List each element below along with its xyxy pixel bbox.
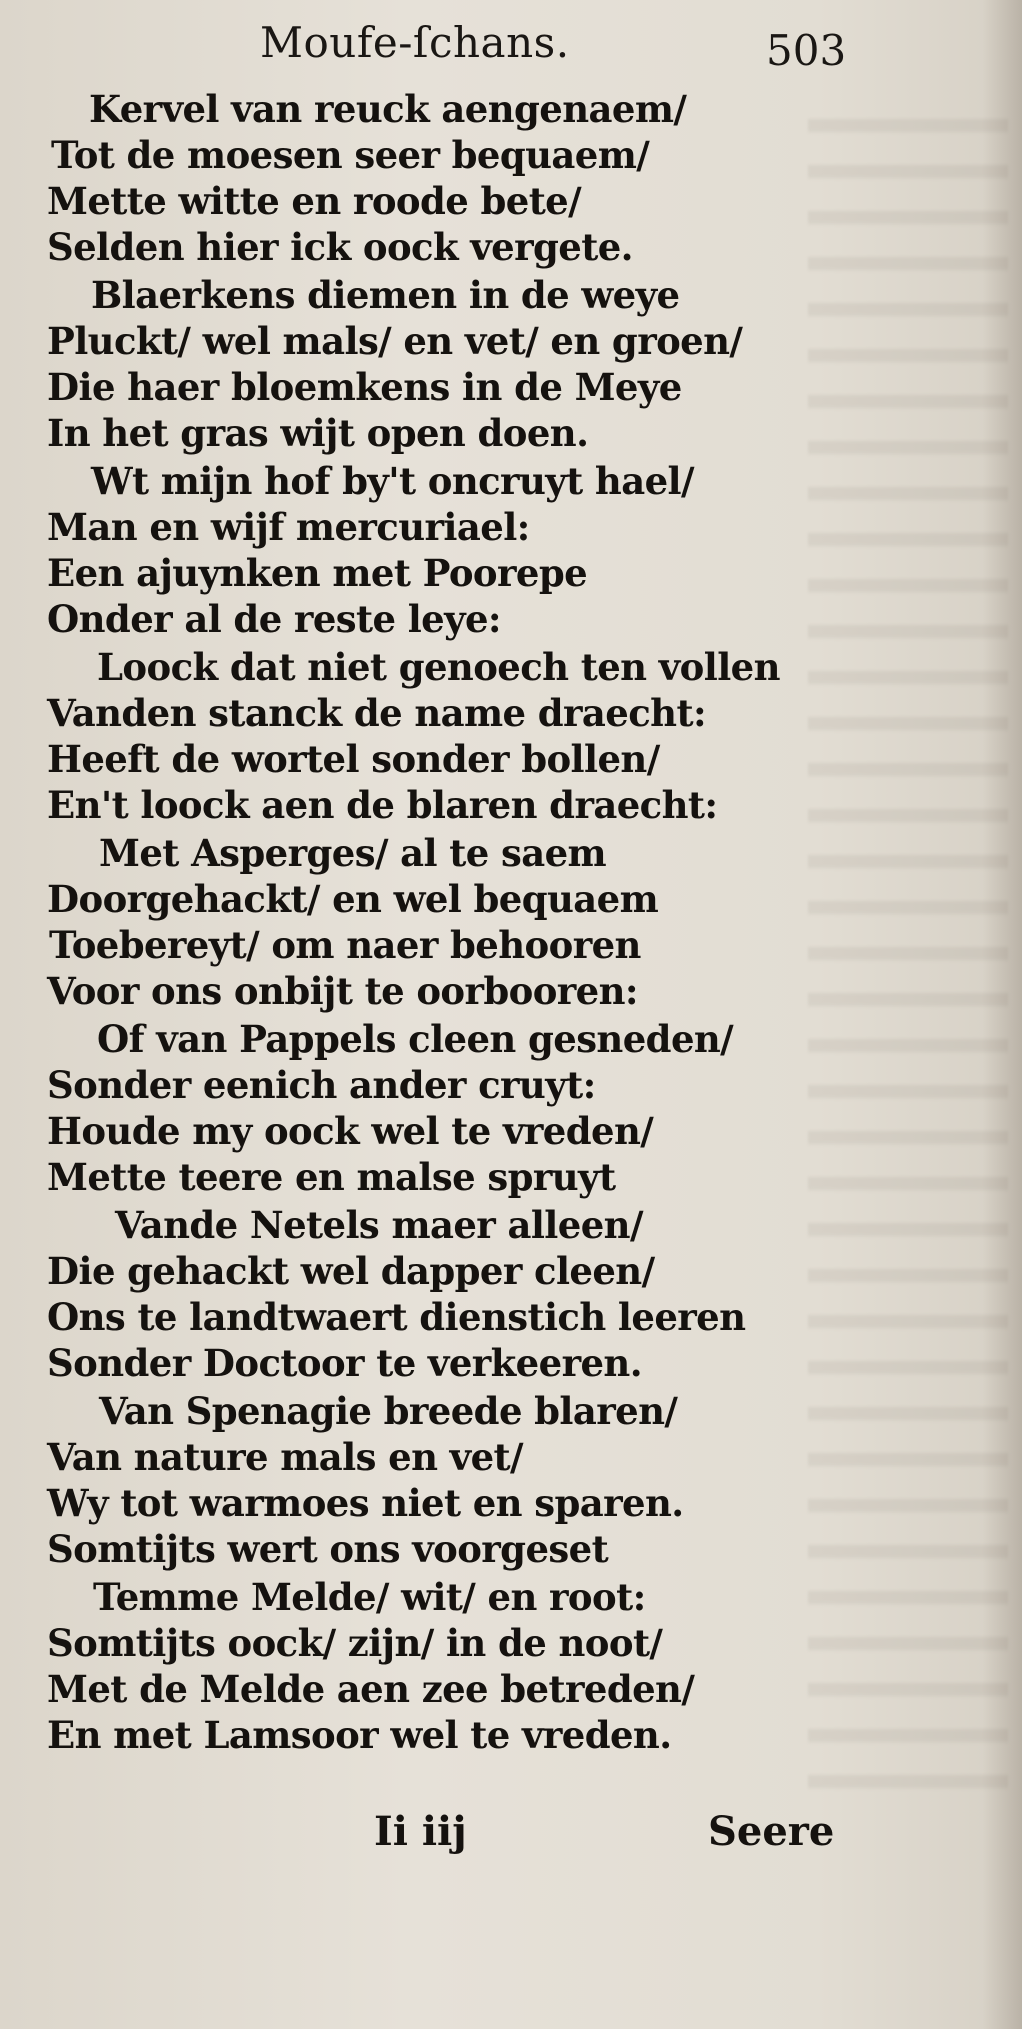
verse-line: Die gehackt wel dapper cleen/	[47, 1249, 655, 1293]
catchword: Seere	[708, 1808, 835, 1855]
verse-line: Sonder Doctoor te verkeeren.	[47, 1341, 642, 1385]
verse-line: Heeft de wortel sonder bollen/	[47, 737, 660, 781]
verse-line: Een ajuynken met Poorepe	[47, 551, 588, 595]
verse-line: Doorgehackt/ en wel bequaem	[47, 877, 659, 921]
verse-line: Kervel van reuck aengenaem/	[89, 87, 687, 131]
verse-line: Met de Melde aen zee betreden/	[47, 1667, 695, 1711]
gutter-shadow	[982, 0, 1022, 2029]
verse-line: In het gras wijt open doen.	[47, 411, 589, 455]
verse-line: Temme Melde/ wit/ en root:	[93, 1575, 646, 1619]
verse-line: Somtijts wert ons voorgeset	[47, 1527, 609, 1571]
verse-line: Van nature mals en vet/	[47, 1435, 523, 1479]
verse-line: Of van Pappels cleen gesneden/	[97, 1017, 734, 1061]
running-head: Moufe-ſchans.	[260, 18, 570, 67]
verse-line: Tot de moesen seer bequaem/	[51, 133, 650, 177]
signature-mark: Ii iij	[374, 1808, 467, 1855]
verse-line: Man en wijf mercuriael:	[47, 505, 530, 549]
verse-line: Houde my oock wel te vreden/	[47, 1109, 654, 1153]
verse-line: En't loock aen de blaren draecht:	[47, 783, 718, 827]
verse-line: Loock dat niet genoech ten vollen	[97, 645, 780, 689]
verse-line: Pluckt/ wel mals/ en vet/ en groen/	[47, 319, 743, 363]
verse-line: Van Spenagie breede blaren/	[99, 1389, 678, 1433]
verse-line: Vande Netels maer alleen/	[115, 1203, 643, 1247]
verse-line: Met Asperges/ al te saem	[99, 831, 607, 875]
verse-line: Die haer bloemkens in de Meye	[47, 365, 682, 409]
verse-line: Blaerkens diemen in de weye	[91, 273, 680, 317]
verse-line: Toebereyt/ om naer behooren	[49, 923, 641, 967]
page-number: 503	[766, 26, 847, 75]
verse-line: Mette witte en roode bete/	[47, 179, 582, 223]
verse-line: Ons te landtwaert dienstich leeren	[47, 1295, 746, 1339]
show-through-text	[808, 90, 1008, 1790]
verse-line: En met Lamsoor wel te vreden.	[47, 1713, 672, 1757]
verse-line: Wt mijn hof by't oncruyt hael/	[91, 459, 694, 503]
verse-line: Onder al de reste leye:	[47, 597, 501, 641]
verse-line: Voor ons onbijt te oorbooren:	[47, 969, 638, 1013]
verse-line: Wy tot warmoes niet en sparen.	[47, 1481, 684, 1525]
verse-line: Vanden stanck de name draecht:	[47, 691, 707, 735]
verse-line: Somtijts oock/ zijn/ in de noot/	[47, 1621, 663, 1665]
verse-line: Selden hier ick oock vergete.	[47, 225, 633, 269]
verse-line: Mette teere en malse spruyt	[47, 1155, 616, 1199]
verse-line: Sonder eenich ander cruyt:	[47, 1063, 596, 1107]
